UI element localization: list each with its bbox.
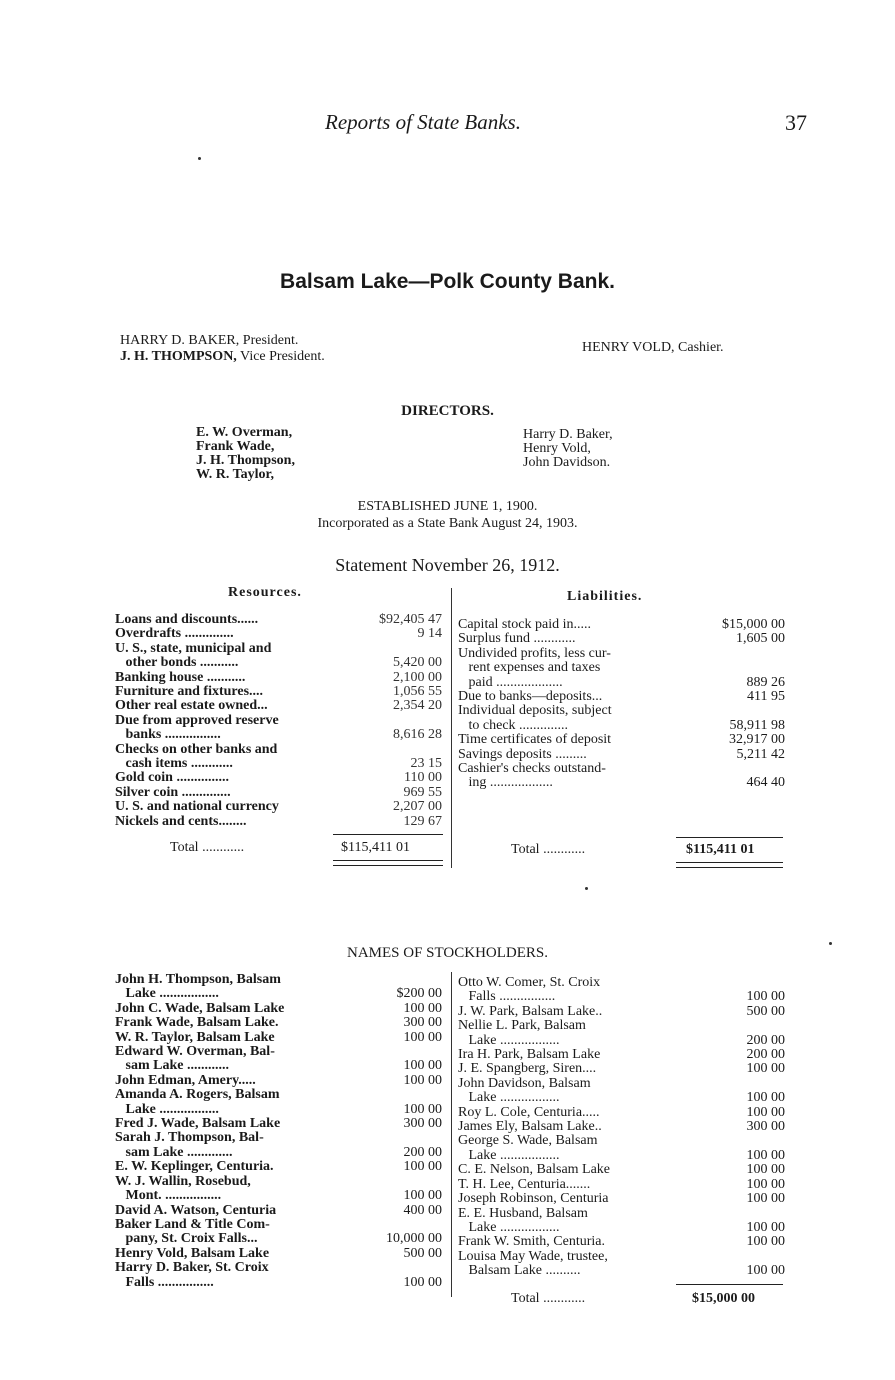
stockholder-row <box>115 1175 445 1189</box>
stockholders-heading: NAMES OF STOCKHOLDERS. <box>346 945 548 961</box>
liability-row-amount: 889 26 <box>746 674 785 690</box>
officers-block <box>120 333 325 365</box>
resource-row-amount <box>345 714 442 728</box>
stockholder-row <box>458 1062 788 1076</box>
liability-row-amount: $15,000 00 <box>722 617 785 632</box>
resource-row-label: other bonds ........... <box>115 656 239 671</box>
liability-row <box>458 762 788 776</box>
resource-row <box>115 800 445 814</box>
stockholder-row <box>458 1235 788 1249</box>
stockholders-left-table <box>115 973 445 1290</box>
liabilities-total-rule <box>676 837 783 838</box>
director-name: J. H. Thompson, <box>196 453 295 468</box>
stockholder-row-amount: 100 00 <box>403 1000 442 1016</box>
stockholder-row <box>458 1019 788 1033</box>
stockholder-row <box>458 1005 788 1019</box>
resource-row-amount: $92,405 47 <box>379 612 442 627</box>
resource-row-amount: 1,056 55 <box>393 684 442 700</box>
resource-row-label: Furniture and fixtures.... <box>115 685 264 700</box>
stockholder-row <box>458 1091 788 1105</box>
stockholder-row-label: Harry D. Baker, St. Croix <box>115 1261 269 1276</box>
stockholder-row <box>115 1002 445 1016</box>
resource-row-amount: 5,420 00 <box>393 655 442 671</box>
stockholder-row <box>115 1204 445 1218</box>
stockholder-row-amount: 500 00 <box>403 1245 442 1261</box>
stockholder-row-label: pany, St. Croix Falls... <box>115 1232 258 1247</box>
stockholder-row <box>458 1264 788 1278</box>
liabilities-total-double-rule <box>676 862 783 868</box>
stockholder-row-amount: 100 00 <box>746 1162 785 1178</box>
stockholder-row-amount: $200 00 <box>396 986 442 1002</box>
stockholder-row <box>115 1016 445 1030</box>
stockholder-row-label: Sarah J. Thompson, Bal- <box>115 1131 264 1146</box>
stockholder-row <box>458 1221 788 1235</box>
resource-row-amount: 129 67 <box>403 813 442 829</box>
stockholder-row <box>458 1192 788 1206</box>
resource-row <box>115 642 445 656</box>
director-name: Henry Vold, <box>523 441 591 456</box>
stockholder-row-label: John C. Wade, Balsam Lake <box>115 1001 285 1016</box>
resource-row <box>115 786 445 800</box>
stockholder-row <box>458 1207 788 1221</box>
stockholder-row <box>115 1088 445 1102</box>
liability-row-amount <box>678 704 785 718</box>
established-date: ESTABLISHED JUNE 1, 1900. <box>357 499 538 514</box>
print-speck <box>829 942 832 945</box>
stockholder-row-label: Otto W. Comer, St. Croix <box>458 976 601 990</box>
stockholder-row-amount: 100 00 <box>746 1104 785 1120</box>
stockholder-row-label: Roy L. Cole, Centuria..... <box>458 1105 600 1120</box>
directors-heading: DIRECTORS. <box>401 403 494 419</box>
stockholder-row-label: W. J. Wallin, Rosebud, <box>115 1174 251 1189</box>
resource-row-amount <box>345 743 442 757</box>
stockholder-row <box>115 1160 445 1174</box>
stockholder-row-label: Lake ................. <box>458 1033 560 1048</box>
stockholders-right-table <box>458 976 788 1279</box>
stockholder-row-label: John Edman, Amery..... <box>115 1073 256 1088</box>
vice-president-role: Vice President. <box>236 349 325 364</box>
stockholder-row-amount: 100 00 <box>746 1090 785 1106</box>
stockholder-row-amount: 10,000 00 <box>386 1231 442 1247</box>
liability-row <box>458 704 788 718</box>
stockholder-row-label: Frank W. Smith, Centuria. <box>458 1235 605 1250</box>
resource-row <box>115 757 445 771</box>
stockholder-row-amount: 200 00 <box>746 1032 785 1048</box>
director-name: John Davidson. <box>523 455 611 470</box>
president-name: HARRY D. BAKER, <box>120 333 240 348</box>
stockholder-row-label: Falls ................ <box>115 1275 214 1290</box>
stockholder-row <box>115 987 445 1001</box>
stockholder-row-amount: 200 00 <box>746 1047 785 1063</box>
stockholder-row-amount: 100 00 <box>403 1058 442 1074</box>
president-line <box>120 333 325 349</box>
stockholder-row-amount <box>678 1207 785 1221</box>
stockholder-row-label: E. W. Keplinger, Centuria. <box>115 1160 274 1175</box>
bank-title: Balsam Lake—Polk County Bank. <box>280 270 615 293</box>
liability-row-label: Capital stock paid in..... <box>458 618 591 632</box>
resource-row-label: Loans and discounts...... <box>115 613 259 627</box>
stockholder-row <box>115 1103 445 1117</box>
stockholders-total-rule <box>676 1284 783 1285</box>
stockholder-row-label: J. E. Spangberg, Siren.... <box>458 1062 597 1077</box>
stockholder-row-label: James Ely, Balsam Lake.. <box>458 1120 602 1135</box>
stockholder-row <box>115 1059 445 1073</box>
stockholder-row-label: J. W. Park, Balsam Lake.. <box>458 1004 603 1019</box>
stockholder-row-amount: 100 00 <box>746 989 785 1005</box>
resource-row-amount: 2,207 00 <box>393 799 442 815</box>
director-name: W. R. Taylor, <box>196 467 274 482</box>
establishment-info <box>0 498 895 532</box>
resource-row-label: cash items ............ <box>115 757 233 772</box>
liability-row <box>458 661 788 675</box>
liability-row <box>458 733 788 747</box>
stockholder-row-amount: 300 00 <box>746 1119 785 1135</box>
stockholder-row-label: Frank Wade, Balsam Lake. <box>115 1016 279 1031</box>
resources-total-amount: $115,411 01 <box>341 840 410 855</box>
stockholder-row <box>115 1131 445 1145</box>
stockholder-row <box>115 1261 445 1275</box>
liability-row <box>458 748 788 762</box>
stockholder-row-label: Lake ................. <box>115 1102 219 1117</box>
stockholder-row-label: Louisa May Wade, trustee, <box>458 1249 608 1264</box>
stockholder-row-label: Lake ................. <box>458 1091 560 1106</box>
stockholder-row-label: Lake ................. <box>115 987 219 1002</box>
resource-row <box>115 743 445 757</box>
liability-row-label: Individual deposits, subject <box>458 704 612 719</box>
stockholder-row <box>458 1134 788 1148</box>
resource-row-amount: 8,616 28 <box>393 727 442 743</box>
resource-row-label: Silver coin .............. <box>115 785 231 800</box>
stockholder-row-amount: 100 00 <box>746 1219 785 1235</box>
stockholder-row-label: W. R. Taylor, Balsam Lake <box>115 1030 275 1045</box>
stockholder-row-amount: 100 00 <box>403 1072 442 1088</box>
resource-row <box>115 685 445 699</box>
resource-row-label: U. S. and national currency <box>115 800 279 815</box>
liability-row-amount <box>678 762 785 776</box>
stockholder-row-label: John Davidson, Balsam <box>458 1076 591 1091</box>
stockholder-row-amount: 300 00 <box>403 1015 442 1031</box>
liability-row-label: paid ................... <box>458 675 563 690</box>
stockholder-row-amount <box>355 1218 442 1232</box>
liability-row <box>458 647 788 661</box>
stockholder-row-amount <box>678 1250 785 1264</box>
resource-row-amount: 969 55 <box>403 784 442 800</box>
stockholder-row-amount <box>678 1134 785 1148</box>
cashier-line: HENRY VOLD, Cashier. <box>582 340 724 355</box>
stockholder-row-amount: 100 00 <box>746 1147 785 1163</box>
page-number: 37 <box>785 110 807 135</box>
resources-heading: Resources. <box>228 585 302 600</box>
stockholders-total-amount: $15,000 00 <box>692 1291 755 1306</box>
resource-row-label: Checks on other banks and <box>115 742 278 757</box>
resource-row-amount: 110 00 <box>404 770 442 786</box>
resources-total-rule <box>333 834 443 835</box>
stockholders-column-divider <box>451 972 452 1297</box>
stockholder-row-label: Lake ................. <box>458 1220 560 1235</box>
print-speck <box>585 887 588 890</box>
resource-row-label: Nickels and cents........ <box>115 814 247 829</box>
liability-row-label: Due to banks—deposits... <box>458 690 603 705</box>
stockholder-row-amount: 200 00 <box>403 1144 442 1160</box>
liability-row-label: Time certificates of deposit <box>458 733 612 748</box>
stockholder-row <box>458 1106 788 1120</box>
stockholder-row-amount <box>355 1088 442 1102</box>
statement-column-divider <box>451 588 452 868</box>
liability-row-label: Cashier's checks outstand- <box>458 762 606 777</box>
liability-row <box>458 690 788 704</box>
stockholder-row <box>458 1120 788 1134</box>
stockholder-row-label: Falls ................ <box>458 990 556 1005</box>
stockholders-total-label: Total ............ <box>511 1291 586 1306</box>
liability-row <box>458 632 788 646</box>
directors-right-list <box>523 428 613 470</box>
vice-president-name: J. H. THOMPSON, <box>120 349 237 364</box>
stockholder-row <box>458 990 788 1004</box>
liability-row-label: to check .............. <box>458 718 569 733</box>
resource-row-label: banks ................ <box>115 728 221 743</box>
stockholder-row-amount <box>355 973 442 987</box>
resources-total-double-rule <box>333 860 443 866</box>
liability-row-amount <box>678 647 785 661</box>
liability-row-label: Savings deposits ......... <box>458 747 587 762</box>
stockholder-row-label: Edward W. Overman, Bal- <box>115 1045 275 1060</box>
stockholder-row-label: John H. Thompson, Balsam <box>115 973 281 987</box>
liabilities-total-amount: $115,411 01 <box>686 842 755 857</box>
stockholder-row <box>115 1218 445 1232</box>
resource-row <box>115 671 445 685</box>
stockholder-row-label: Joseph Robinson, Centuria <box>458 1192 609 1207</box>
resource-row-label: Gold coin ............... <box>115 771 229 786</box>
liability-row-label: rent expenses and taxes <box>458 661 601 676</box>
stockholder-row-amount: 100 00 <box>746 1263 785 1279</box>
stockholder-row-amount: 100 00 <box>746 1191 785 1207</box>
stockholder-row-amount: 100 00 <box>746 1176 785 1192</box>
stockholder-row-amount: 300 00 <box>403 1116 442 1132</box>
resource-row-amount: 2,354 20 <box>393 698 442 714</box>
stockholder-row <box>115 1117 445 1131</box>
resources-table <box>115 613 445 829</box>
stockholder-row-label: Amanda A. Rogers, Balsam <box>115 1088 280 1103</box>
liability-row-amount: 1,605 00 <box>736 631 785 647</box>
statement-title: Statement November 26, 1912. <box>335 555 560 575</box>
director-name: E. W. Overman, <box>196 425 293 440</box>
liability-row-amount: 464 40 <box>746 775 785 791</box>
stockholder-row-label: sam Lake ............ <box>115 1059 229 1074</box>
stockholder-row <box>115 1276 445 1290</box>
stockholder-row-label: Lake ................. <box>458 1148 560 1163</box>
resource-row <box>115 714 445 728</box>
stockholder-row-amount <box>678 976 785 990</box>
directors-left-list <box>196 426 295 482</box>
stockholder-row-label: Nellie L. Park, Balsam <box>458 1019 586 1034</box>
stockholder-row-amount: 100 00 <box>746 1061 785 1077</box>
stockholder-row-amount <box>678 1077 785 1091</box>
stockholder-row <box>115 1146 445 1160</box>
stockholder-row <box>458 976 788 990</box>
incorporated-date: Incorporated as a State Bank August 24, 1903. <box>317 516 578 531</box>
stockholder-row-label: Fred J. Wade, Balsam Lake <box>115 1117 281 1132</box>
stockholder-row-amount: 100 00 <box>403 1188 442 1204</box>
resource-row <box>115 656 445 670</box>
resource-row-label: Overdrafts .............. <box>115 627 234 642</box>
stockholder-row <box>115 1232 445 1246</box>
president-role: President. <box>239 333 299 348</box>
resource-row <box>115 771 445 785</box>
stockholder-row-amount: 100 00 <box>746 1234 785 1250</box>
liability-row-label: ing .................. <box>458 776 553 791</box>
resource-row <box>115 815 445 829</box>
liability-row-amount: 411 95 <box>747 689 785 705</box>
liability-row <box>458 719 788 733</box>
liability-row-amount: 58,911 98 <box>729 717 785 733</box>
liability-row-amount: 5,211 42 <box>736 746 785 762</box>
vice-president-line <box>120 349 325 365</box>
stockholder-row <box>458 1149 788 1163</box>
liability-row <box>458 676 788 690</box>
stockholder-row-label: T. H. Lee, Centuria....... <box>458 1177 591 1192</box>
stockholder-row-amount: 100 00 <box>403 1159 442 1175</box>
stockholder-row-amount: 100 00 <box>403 1274 442 1290</box>
running-title: Reports of State Banks. <box>325 110 521 134</box>
stockholder-row <box>458 1077 788 1091</box>
liability-row-amount: 32,917 00 <box>729 732 785 748</box>
director-name: Harry D. Baker, <box>523 427 613 442</box>
stockholder-row <box>115 1074 445 1088</box>
stockholder-row-label: Balsam Lake .......... <box>458 1264 581 1279</box>
resource-row-amount <box>345 642 442 656</box>
stockholder-row <box>115 1045 445 1059</box>
director-name: Frank Wade, <box>196 439 275 454</box>
stockholder-row-label: Mont. ................ <box>115 1189 222 1204</box>
liability-row-amount <box>678 661 785 675</box>
stockholder-row-label: Baker Land & Title Com- <box>115 1217 270 1232</box>
stockholder-row-amount: 100 00 <box>403 1029 442 1045</box>
liabilities-heading: Liabilities. <box>567 589 643 604</box>
resource-row-amount: 23 15 <box>410 756 442 772</box>
resource-row-label: Due from approved reserve <box>115 713 279 728</box>
stockholder-row <box>458 1048 788 1062</box>
stockholder-row-label: C. E. Nelson, Balsam Lake <box>458 1163 611 1178</box>
resource-row-label: Banking house ........... <box>115 670 246 685</box>
stockholder-row-label: E. E. Husband, Balsam <box>458 1206 588 1221</box>
resource-row <box>115 699 445 713</box>
stockholder-row <box>115 1247 445 1261</box>
stockholder-row-amount: 400 00 <box>403 1202 442 1218</box>
stockholder-row-amount <box>355 1131 442 1145</box>
liability-row-label: Surplus fund ............ <box>458 632 576 647</box>
stockholder-row-label: David A. Watson, Centuria <box>115 1203 277 1218</box>
stockholder-row <box>115 973 445 987</box>
stockholder-row-label: Henry Vold, Balsam Lake <box>115 1246 270 1261</box>
liability-row-label: Undivided profits, less cur- <box>458 646 611 661</box>
resource-row-amount: 2,100 00 <box>393 669 442 685</box>
resource-row <box>115 627 445 641</box>
stockholder-row <box>115 1031 445 1045</box>
liabilities-table <box>458 618 788 791</box>
resource-row-label: U. S., state, municipal and <box>115 641 272 656</box>
liabilities-total-label: Total ............ <box>511 842 586 857</box>
resource-row-amount: 9 14 <box>417 626 442 642</box>
resource-row <box>115 728 445 742</box>
stockholder-row <box>458 1250 788 1264</box>
stockholder-row-label: George S. Wade, Balsam <box>458 1134 598 1149</box>
stockholder-row <box>458 1178 788 1192</box>
resources-total-label: Total ............ <box>170 840 245 855</box>
liability-row <box>458 776 788 790</box>
print-speck <box>198 157 201 160</box>
stockholder-row-amount: 100 00 <box>403 1101 442 1117</box>
stockholder-row-label: Ira H. Park, Balsam Lake <box>458 1048 601 1063</box>
stockholder-row-amount <box>678 1019 785 1033</box>
liability-row <box>458 618 788 632</box>
resource-row-label: Other real estate owned... <box>115 699 268 714</box>
resource-row <box>115 613 445 627</box>
stockholder-row <box>458 1163 788 1177</box>
stockholder-row-amount <box>355 1045 442 1059</box>
stockholder-row-amount <box>355 1175 442 1189</box>
stockholder-row-label: sam Lake ............. <box>115 1145 233 1160</box>
stockholder-row <box>115 1189 445 1203</box>
stockholder-row-amount <box>355 1261 442 1275</box>
stockholder-row-amount: 500 00 <box>746 1003 785 1019</box>
stockholder-row <box>458 1034 788 1048</box>
